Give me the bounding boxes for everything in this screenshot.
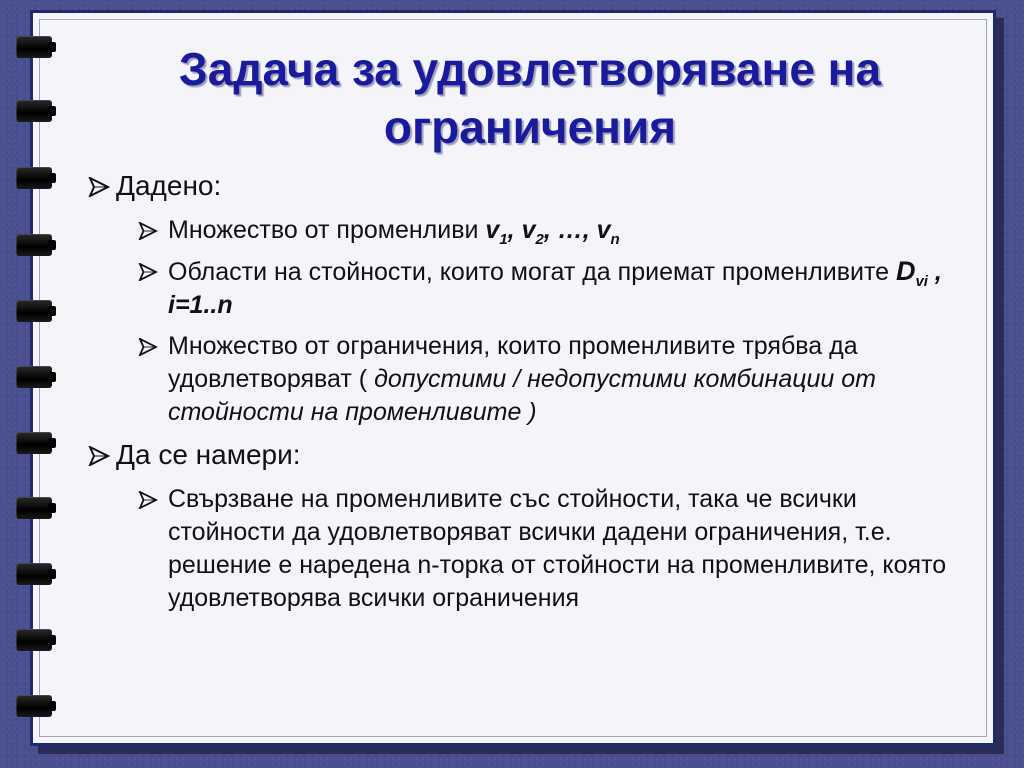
var-separator: , — [507, 216, 522, 244]
var-sub-1: 1 — [499, 231, 508, 248]
find-heading: Да се намери: — [116, 439, 301, 470]
arrow-bullet-icon — [88, 437, 116, 466]
given-heading-item — [88, 168, 968, 204]
constraints-text — [168, 330, 968, 429]
binder-ring-icon — [16, 36, 52, 58]
arrow-bullet-icon — [138, 255, 168, 281]
var-sub-n: n — [610, 231, 620, 248]
domains-label: Области на стойности, които могат да приемат променливите — [168, 258, 896, 286]
binder-ring-icon — [16, 234, 52, 256]
slide-title-line2: ограничения — [383, 101, 677, 153]
slide-title-line1: Задача за удовлетворяване на — [178, 43, 882, 95]
domains-text — [168, 255, 968, 322]
binder-ring-icon — [16, 629, 52, 651]
arrow-bullet-icon — [138, 214, 168, 240]
variable-list — [485, 216, 620, 248]
binder-ring-icon — [16, 563, 52, 585]
slide-title — [60, 40, 1000, 156]
constraints-italic: допустими / недопустими комбинации от стойности на променливите ) — [168, 365, 876, 426]
binder-ring-icon — [16, 100, 52, 122]
arrow-bullet-icon — [88, 168, 116, 197]
domain-sub: vi — [915, 273, 928, 290]
variables-text — [168, 214, 968, 247]
find-heading-item — [88, 437, 968, 473]
given-item-constraints — [138, 330, 968, 429]
find-item-assignment — [138, 483, 968, 615]
constraints-label: Множество от ограничения, които променливите трябва да удовлетворяват ( — [168, 332, 858, 393]
binder-ring-icon — [16, 497, 52, 519]
arrow-bullet-icon — [138, 330, 168, 356]
given-item-variables — [138, 214, 968, 247]
var-v1: v — [485, 216, 500, 244]
var-vn: v — [596, 216, 611, 244]
domain-range: , i=1..n — [168, 258, 942, 319]
var-sub-2: 2 — [535, 231, 544, 248]
var-v2: v — [521, 216, 536, 244]
variables-label: Множество от променливи — [168, 216, 486, 244]
binder-ring-icon — [16, 167, 52, 189]
arrow-bullet-icon — [138, 483, 168, 509]
binder-ring-icon — [16, 432, 52, 454]
domain-d: D — [895, 256, 916, 286]
given-item-domains — [138, 255, 968, 322]
binder-ring-icon — [16, 366, 52, 388]
find-text: Свързване на променливите със стойности, така че всички стойности да удовлетворяват всички дадени ограничения, т.е. решение е наредена n-торка от стойности на променливите, която удовлетворява всички ограничения — [168, 485, 947, 612]
slide-content — [88, 168, 968, 623]
var-ellipsis: , …, — [543, 216, 597, 244]
binder-ring-icon — [16, 695, 52, 717]
binder-ring-icon — [16, 300, 52, 322]
given-heading: Дадено: — [116, 170, 222, 201]
